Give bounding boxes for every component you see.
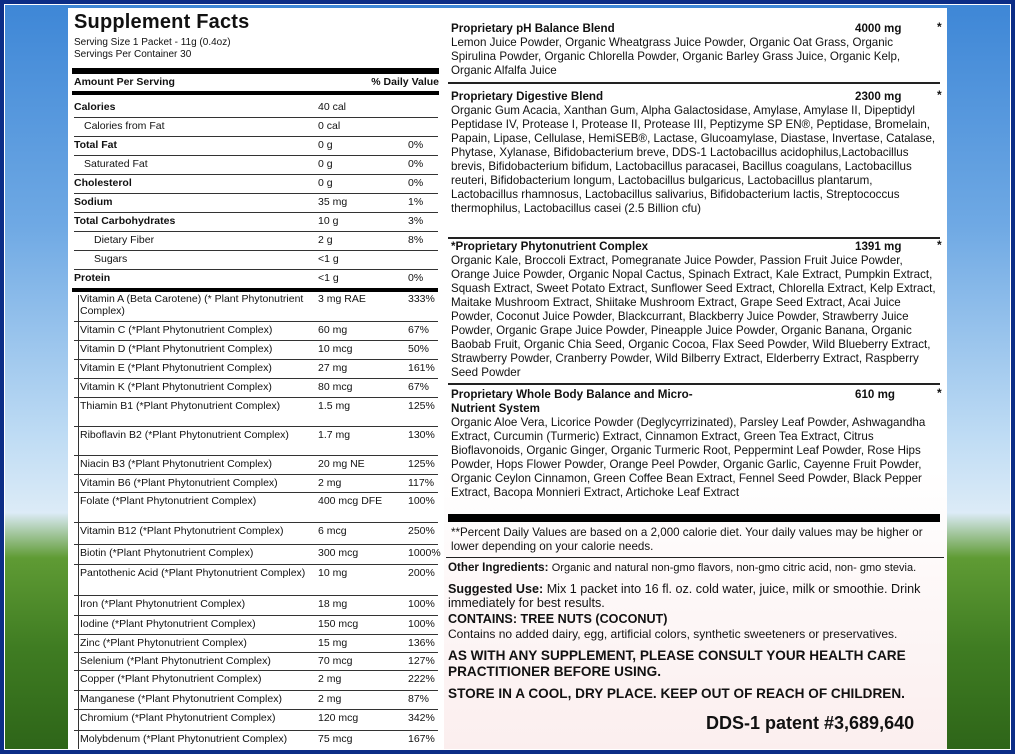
row-divider <box>74 634 438 635</box>
row-divider <box>74 269 438 270</box>
nutrient-name: Biotin (*Plant Phytonutrient Complex) <box>80 547 254 559</box>
nutrient-name: Saturated Fat <box>84 158 148 170</box>
nutrient-amount: 1.5 mg <box>318 400 351 412</box>
facts-header <box>74 76 439 88</box>
nutrient-amount: 27 mg <box>318 362 348 374</box>
nutrient-amount: 2 mg <box>318 673 342 685</box>
row-divider <box>74 670 438 671</box>
row-divider <box>74 231 438 232</box>
serving-info <box>74 37 231 61</box>
nutrient-amount: 2 mg <box>318 693 342 705</box>
blend-asterisk: * <box>937 88 942 102</box>
row-divider <box>74 492 438 493</box>
consult-warning: AS WITH ANY SUPPLEMENT, PLEASE CONSULT YOUR HEALTH CARE PRACTITIONER BEFORE USING. <box>448 648 906 679</box>
nutrient-daily-value: 161% <box>408 362 435 374</box>
nutrient-amount: 400 mcg DFE <box>318 495 383 507</box>
row-divider <box>74 455 438 456</box>
patent-number: DDS-1 patent #3,689,640 <box>706 713 915 733</box>
supplement-facts-panel <box>68 8 445 754</box>
blend-amount: 4000 mg <box>855 22 902 35</box>
servings-per-container: Servings Per Container 30 <box>74 49 192 60</box>
nutrient-daily-value: 200% <box>408 567 435 579</box>
nutrient-daily-value: 333% <box>408 293 435 305</box>
no-added-statement: Contains no added dairy, egg, artificial colors, synthetic sweeteners or preservatives. <box>448 627 898 641</box>
nutrient-amount: 0 g <box>318 139 333 151</box>
nutrient-daily-value: 87% <box>408 693 430 705</box>
nutrient-daily-value: 127% <box>408 655 435 667</box>
facts-row <box>74 294 438 325</box>
blend-ingredients: Lemon Juice Powder, Organic Wheatgrass Juice Powder, Organic Oat Grass, Organic Spirulina Powder, Organic Chlorella Powder, Organic Barley Grass Juice, Organic Kelp, Organic Alfalfa Juice <box>451 36 901 77</box>
nutrient-daily-value: 1000% <box>408 547 441 559</box>
allergen-statement: CONTAINS: TREE NUTS (COCONUT) <box>448 612 668 626</box>
nutrient-daily-value: 0% <box>408 177 424 189</box>
blend-asterisk: * <box>937 386 942 400</box>
facts-row <box>74 638 438 656</box>
nutrient-amount: 18 mg <box>318 598 348 610</box>
nutrient-name: Calories from Fat <box>84 120 165 132</box>
nutrient-daily-value: 0% <box>408 272 424 284</box>
facts-row <box>74 159 438 178</box>
nutrient-name: Manganese (*Plant Phytonutrient Complex) <box>80 693 282 705</box>
facts-row <box>74 254 438 273</box>
nutrient-daily-value: 100% <box>408 618 435 630</box>
nutrient-amount: 40 cal <box>318 101 347 113</box>
facts-row <box>74 547 441 568</box>
nutrient-name: Vitamin B6 (*Plant Phytonutrient Complex) <box>80 477 278 489</box>
facts-row <box>74 599 438 619</box>
nutrient-amount: 2 mg <box>318 477 342 489</box>
blend-asterisk: * <box>937 238 942 252</box>
nutrient-name: Iron (*Plant Phytonutrient Complex) <box>80 598 246 610</box>
nutrient-amount: 0 g <box>318 158 333 170</box>
nutrient-amount: 3 mg RAE <box>318 293 366 305</box>
facts-row <box>74 568 438 599</box>
blend-ingredients: Organic Aloe Vera, Licorice Powder (Deglycyrrizinated), Parsley Leaf Powder, Ashwagandha Extract, Curcumin (Turmeric) Extract, Cinnamon Extract, Green Tea Extract, Citrus Bioflavonoids, Organic Ginger, Organic Turmeric Root, Peppermint Leaf Powder, Rose Hips Powder, Hops Flower Powder, Orange Peel Powder, Organic Garlic, Cayenne Fruit Powder, Organic Ceylon Cinnamon, Green Coffee Bean Extract, Fennel Seed Powder, Black Pepper Extract, Bacopa Monnieri Extract, Artichoke Leaf Extract <box>451 416 926 499</box>
blend-block <box>451 386 942 500</box>
nutrient-name: Pantothenic Acid (*Plant Phytonutrient Complex) <box>80 567 306 579</box>
nutrient-daily-value: 167% <box>408 733 435 745</box>
ingredients-panel <box>444 8 947 754</box>
serving-size: Serving Size 1 Packet - 11g (0.4oz) <box>74 37 231 48</box>
nutrient-amount: 60 mg <box>318 324 348 336</box>
nutrient-name: Iodine (*Plant Phytonutrient Complex) <box>80 618 256 630</box>
nutrient-name: Vitamin C (*Plant Phytonutrient Complex) <box>80 324 273 336</box>
nutrient-daily-value: 136% <box>408 637 435 649</box>
nutrient-name: Vitamin D (*Plant Phytonutrient Complex) <box>80 343 273 355</box>
suggested-use-label: Suggested Use: <box>448 582 544 596</box>
nutrient-name: Protein <box>74 272 111 284</box>
blend-block <box>451 88 942 216</box>
blend-amount: 610 mg <box>855 388 895 401</box>
nutrient-name: Vitamin B12 (*Plant Phytonutrient Complex) <box>80 525 284 537</box>
nutrient-amount: 15 mg <box>318 637 348 649</box>
facts-row <box>74 382 438 401</box>
row-divider <box>74 652 438 653</box>
facts-row <box>74 526 438 548</box>
blend-block <box>451 238 942 380</box>
row-divider <box>74 250 438 251</box>
blend-ingredients: Organic Kale, Broccoli Extract, Pomegranate Juice Powder, Passion Fruit Juice Powder, Orange Juice Powder, Organic Nopal Cactus, Spinach Extract, Kale Extract, Pumpkin Extract, Squash Extract, Sweet Potato Extract, Sunflower Seed Extract, Chlorella Extract, Kelp Extract, Maitake Mushroom Extract, Shiitake Mushroom Extract, Grape Seed Extract, Acai Juice Powder, Coconut Juice Powder, Blackcurrant, Blackberry Juice Powder, Strawberry Juice Powder, Organic Grape Juice Powder, Pineapple Juice Powder, Organic Banana, Organic Baobab Fruit, Organic Chia Seed, Organic Cocoa, Flax Seed Powder, Wild Blueberry Extract, Strawberry Powder, Cranberry Powder, Wild Bilberry Extract, Elderberry Extract, Raspberry Seed Powder <box>451 254 936 379</box>
facts-row <box>74 273 438 292</box>
row-divider <box>74 117 438 118</box>
nutrient-amount: <1 g <box>318 253 339 265</box>
facts-row <box>74 121 438 140</box>
nutrient-daily-value: 250% <box>408 525 435 537</box>
row-divider <box>74 321 438 322</box>
nutrient-daily-value: 3% <box>408 215 424 227</box>
nutrient-amount: 80 mcg <box>318 381 353 393</box>
nutrient-name: Cholesterol <box>74 177 132 189</box>
nutrient-amount: 35 mg <box>318 196 348 208</box>
facts-row <box>74 619 438 638</box>
nutrient-daily-value: 8% <box>408 234 424 246</box>
row-divider <box>74 155 438 156</box>
row-divider <box>74 730 438 731</box>
nutrient-name: Vitamin A (Beta Carotene) (* Plant Phytonutrient Complex) <box>80 293 304 317</box>
facts-row <box>74 140 438 159</box>
row-divider <box>74 595 438 596</box>
nutrient-amount: 150 mcg <box>318 618 359 630</box>
nutrient-daily-value: 130% <box>408 429 435 441</box>
blend-divider <box>448 383 940 385</box>
row-divider <box>74 378 438 379</box>
facts-row <box>74 363 438 382</box>
nutrient-name: Vitamin K (*Plant Phytonutrient Complex) <box>80 381 272 393</box>
blend-divider <box>448 82 940 84</box>
facts-header-rule <box>72 91 439 95</box>
nutrient-daily-value: 222% <box>408 673 435 685</box>
facts-row <box>74 656 438 674</box>
nutrient-name: Riboflavin B2 (*Plant Phytonutrient Complex) <box>80 429 289 441</box>
nutrient-name: Total Carbohydrates <box>74 215 176 227</box>
suggested-use <box>448 582 943 610</box>
footnote: **Percent Daily Values are based on a 2,000 calorie diet. Your daily values may be higher or lower depending on your calorie needs. <box>451 526 923 553</box>
nutrient-amount: 20 mg NE <box>318 458 365 470</box>
nutrient-amount: 10 mg <box>318 567 348 579</box>
blend-ingredients: Organic Gum Acacia, Xanthan Gum, Alpha Galactosidase, Amylase, Amylase II, Dipeptidyl Peptidase IV, Protease I, Protease II, Protease III, Peptizyme SP EN®, Peptidase, Bromelain, Papain, Lipase, Cellulase, HemiSEB®, Lactase, Glucoamylase, Diastase, Invertase, Catalase, Phytase, Xylanase, Bifidobacterium breve, DDS-1 Lactobacillus acidophilus,Lactobacillus brevis, Bifidobacterium bifidum, Lactobacillus paracasei, Bacillus coagulans, Lactobacillus reuteri, Bifidobacterium longum, Lactobacillus bulgaricus, Lactobacillus plantarum, Lactobacillus rhamnosus, Lactobacillus salivarius, Bifidobacterium lactis, Streptococcus thermophilus, Lactobacillus casei (2.5 Billion cfu) <box>451 104 936 215</box>
nutrient-name: Zinc (*Plant Phytonutrient Complex) <box>80 637 247 649</box>
nutrient-amount: 0 g <box>318 177 333 189</box>
row-divider <box>74 544 438 545</box>
nutrient-daily-value: 125% <box>408 400 435 412</box>
row-divider <box>74 212 438 213</box>
nutrient-amount: 2 g <box>318 234 333 246</box>
nutrient-amount: 70 mcg <box>318 655 353 667</box>
nutrient-name: Folate (*Plant Phytonutrient Complex) <box>80 495 257 507</box>
nutrient-name: Total Fat <box>74 139 117 151</box>
facts-row <box>74 401 438 430</box>
nutrient-daily-value: 0% <box>408 139 424 151</box>
row-divider <box>72 288 438 292</box>
nutrient-daily-value: 100% <box>408 598 435 610</box>
blend-title: *Proprietary Phytonutrient Complex <box>451 240 649 253</box>
nutrient-amount: 0 cal <box>318 120 341 132</box>
row-divider <box>74 564 438 565</box>
row-divider <box>74 522 438 523</box>
facts-row <box>74 694 438 713</box>
other-ingredients-text: Organic and natural non-gmo flavors, non-gmo citric acid, non- gmo stevia. <box>551 562 917 574</box>
row-divider <box>74 193 438 194</box>
nutrient-name: Sodium <box>74 196 113 208</box>
facts-row <box>74 102 438 121</box>
footnote-rule <box>446 557 944 558</box>
facts-row <box>74 496 438 526</box>
nutrient-amount: 1.7 mg <box>318 429 351 441</box>
nutrient-amount: <1 g <box>318 272 339 284</box>
blend-title: Proprietary pH Balance Blend <box>451 22 615 35</box>
nutrient-name: Calories <box>74 101 116 113</box>
facts-row <box>74 178 438 197</box>
facts-row <box>74 325 438 344</box>
nutrient-amount: 300 mcg <box>318 547 359 559</box>
nutrient-daily-value: 100% <box>408 495 435 507</box>
nutrient-name: Thiamin B1 (*Plant Phytonutrient Complex) <box>80 400 281 412</box>
nutrient-daily-value: 1% <box>408 196 424 208</box>
nutrient-daily-value: 67% <box>408 324 430 336</box>
nutrient-daily-value: 67% <box>408 381 430 393</box>
facts-row <box>74 216 438 235</box>
nutrient-name: Sugars <box>94 253 128 265</box>
facts-row <box>74 344 438 363</box>
blend-amount: 1391 mg <box>855 240 902 253</box>
facts-row <box>74 734 438 754</box>
nutrient-daily-value: 0% <box>408 158 424 170</box>
row-divider <box>74 615 438 616</box>
row-divider <box>74 174 438 175</box>
storage-warning: STORE IN A COOL, DRY PLACE. KEEP OUT OF REACH OF CHILDREN. <box>448 686 905 701</box>
facts-title: Supplement Facts <box>74 11 250 33</box>
blend-divider <box>448 237 940 239</box>
blend-asterisk: * <box>937 20 942 34</box>
facts-thick-rule <box>72 68 439 74</box>
row-divider <box>74 426 438 427</box>
blend-title: Proprietary Digestive Blend <box>451 90 604 103</box>
nutrient-name: Niacin B3 (*Plant Phytonutrient Complex) <box>80 458 273 470</box>
nutrient-amount: 120 mcg <box>318 712 359 724</box>
facts-row <box>74 478 438 496</box>
facts-row <box>74 197 438 216</box>
nutrient-name: Chromium (*Plant Phytonutrient Complex) <box>80 712 276 724</box>
amount-per-serving-label: Amount Per Serving <box>74 76 175 88</box>
facts-row <box>74 713 438 734</box>
row-divider <box>74 136 438 137</box>
row-divider <box>74 397 438 398</box>
nutrient-daily-value: 342% <box>408 712 435 724</box>
row-divider <box>74 709 438 710</box>
nutrient-amount: 10 g <box>318 215 339 227</box>
blend-end-rule <box>448 514 940 522</box>
nutrient-name: Copper (*Plant Phytonutrient Complex) <box>80 673 262 685</box>
row-divider <box>74 474 438 475</box>
nutrient-amount: 6 mcg <box>318 525 347 537</box>
row-divider <box>74 690 438 691</box>
facts-row <box>74 430 438 459</box>
other-ingredients <box>448 561 943 575</box>
row-divider <box>74 752 438 753</box>
row-divider <box>74 359 438 360</box>
facts-row <box>74 235 438 254</box>
other-ingredients-label: Other Ingredients: <box>448 561 549 574</box>
nutrient-daily-value: 50% <box>408 343 430 355</box>
nutrient-name: Dietary Fiber <box>94 234 155 246</box>
row-divider <box>74 340 438 341</box>
nutrient-name: Vitamin E (*Plant Phytonutrient Complex) <box>80 362 272 374</box>
blend-amount: 2300 mg <box>855 90 902 103</box>
blend-title: Proprietary Whole Body Balance and Micro-Nutrient System <box>451 388 693 415</box>
facts-row <box>74 459 438 478</box>
nutrient-name: Selenium (*Plant Phytonutrient Complex) <box>80 655 271 667</box>
nutrient-name: Molybdenum (*Plant Phytonutrient Complex) <box>80 733 288 745</box>
nutrient-amount: 75 mcg <box>318 733 353 745</box>
nutrient-daily-value: 125% <box>408 458 435 470</box>
nutrient-amount: 10 mcg <box>318 343 353 355</box>
facts-row <box>74 674 438 694</box>
blend-block <box>451 20 942 78</box>
nutrient-daily-value: 117% <box>408 477 435 489</box>
daily-value-label: % Daily Value <box>371 76 439 88</box>
suggested-use-text: Mix 1 packet into 16 fl. oz. cold water, juice, milk or smoothie. Drink immediately for best results. <box>448 582 921 610</box>
